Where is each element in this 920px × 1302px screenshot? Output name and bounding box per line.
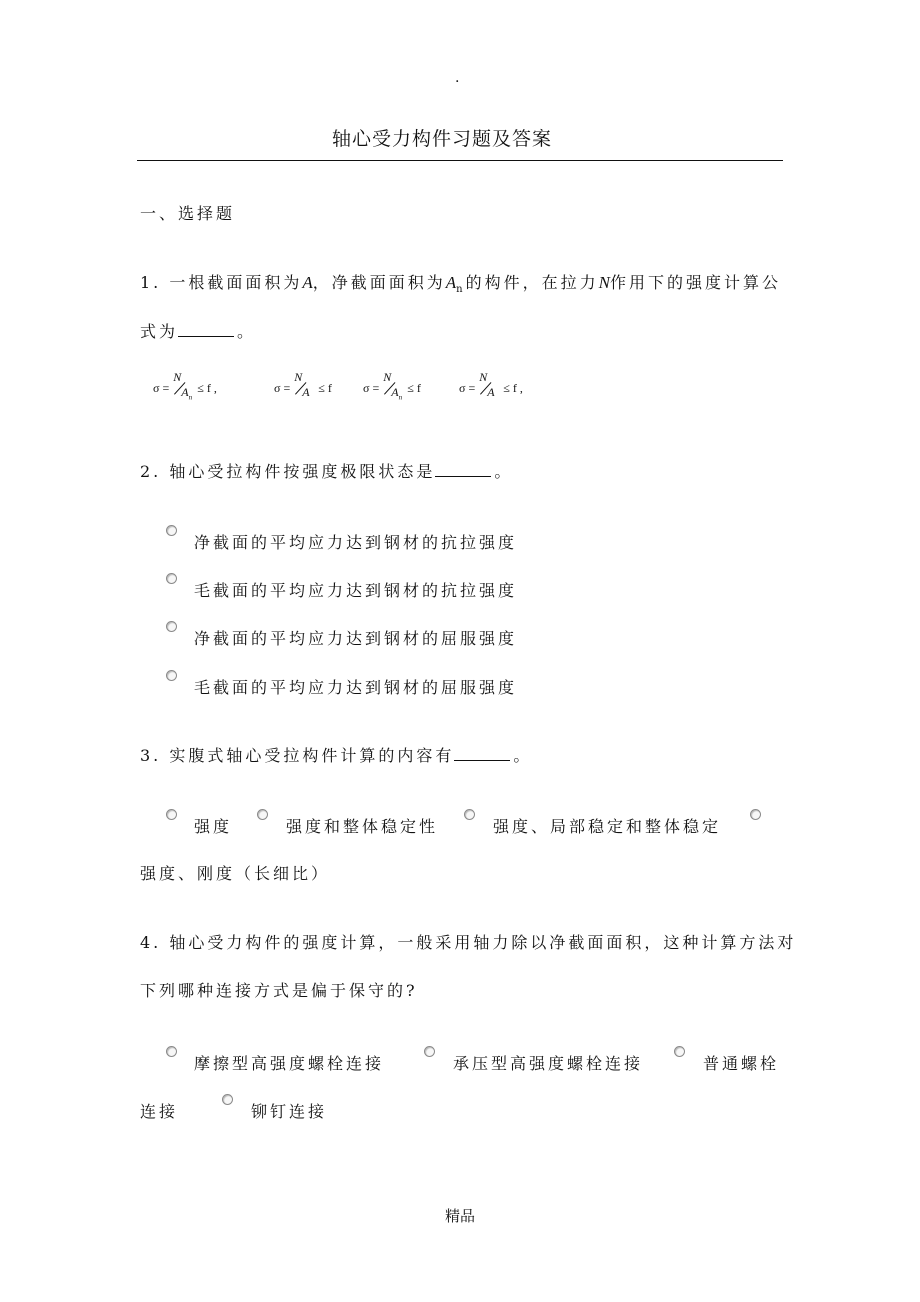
q1-var-an: A xyxy=(445,273,457,292)
q3-option-4-label: 强度、刚度（长细比） xyxy=(140,864,331,883)
q3-pre: 3. 实腹式轴心受拉构件计算的内容有 xyxy=(140,746,455,765)
header-dot: . xyxy=(455,70,460,86)
formula-d-rhs: ≤ f , xyxy=(503,380,523,395)
formula-a-den xyxy=(181,385,192,401)
q2-post: 。 xyxy=(494,462,514,481)
formula-c-lhs: σ = xyxy=(363,380,380,395)
answer-blank xyxy=(454,759,510,761)
q1-sub-n: n xyxy=(456,284,466,296)
page-title: 轴心受力构件习题及答案 xyxy=(331,128,552,150)
page-footer: 精品 xyxy=(444,1207,475,1225)
q1-line2-pre: 式为 xyxy=(140,322,179,341)
formula-a-fraction xyxy=(172,370,194,402)
formula-a-num: N xyxy=(173,370,182,384)
q3-option-1-label: 强度 xyxy=(194,817,233,836)
formula-b-lhs: σ = xyxy=(274,380,291,395)
formula-c-den xyxy=(391,385,402,401)
title-divider xyxy=(137,160,783,161)
q1-line2-post: 。 xyxy=(237,322,257,341)
radio-q3-option-2[interactable] xyxy=(257,809,268,820)
question-1-line-2 xyxy=(140,319,256,342)
q2-option-2-label: 毛截面的平均应力达到钢材的抗拉强度 xyxy=(194,581,518,600)
q2-option-1-label: 净截面的平均应力达到钢材的抗拉强度 xyxy=(194,533,518,552)
q3-option-3-label: 强度、局部稳定和整体稳定 xyxy=(493,817,722,836)
radio-q2-option-2[interactable] xyxy=(166,573,177,584)
radio-q4-option-2[interactable] xyxy=(424,1046,435,1057)
q1-var-a: A xyxy=(302,273,313,292)
formula-c-rhs: ≤ f xyxy=(407,380,421,395)
formula-b-den-var: A xyxy=(302,385,310,399)
answer-blank xyxy=(178,335,234,337)
formula-a xyxy=(153,370,217,402)
question-4-line-1: 4. 轴心受力构件的强度计算，一般采用轴力除以净截面面积，这种计算方法对 xyxy=(140,933,797,952)
formula-c xyxy=(363,370,421,402)
formula-b-den xyxy=(302,385,309,401)
question-1-line-1 xyxy=(140,270,781,295)
q4-option-1-label: 摩擦型高强度螺栓连接 xyxy=(194,1054,385,1073)
formula-d-lhs: σ = xyxy=(459,380,476,395)
formula-b xyxy=(274,370,332,400)
radio-q3-option-3[interactable] xyxy=(464,809,475,820)
formula-c-den-var: A xyxy=(391,385,399,399)
q4-option-3-label-cont: 连接 xyxy=(140,1102,179,1121)
radio-q3-option-4[interactable] xyxy=(750,809,761,820)
radio-q3-option-1[interactable] xyxy=(166,809,177,820)
q1-post: 作用下的强度计算公 xyxy=(609,273,781,292)
formula-a-den-sub: n xyxy=(188,393,193,402)
formula-a-lhs: σ = xyxy=(153,380,170,395)
formula-c-den-sub: n xyxy=(398,393,403,402)
formula-b-rhs: ≤ f xyxy=(318,380,332,395)
q3-post: 。 xyxy=(513,746,533,765)
formula-d-fraction xyxy=(478,370,500,400)
q2-pre: 2. 轴心受拉构件按强度极限状态是 xyxy=(140,462,436,481)
formula-d xyxy=(459,370,523,400)
q4-option-4-label: 铆钉连接 xyxy=(251,1102,328,1121)
formula-a-den-var: A xyxy=(181,385,189,399)
formula-d-den xyxy=(487,385,494,401)
question-2 xyxy=(140,459,513,482)
radio-q2-option-1[interactable] xyxy=(166,525,177,536)
formula-b-fraction xyxy=(293,370,315,400)
radio-q2-option-4[interactable] xyxy=(166,670,177,681)
radio-q4-option-1[interactable] xyxy=(166,1046,177,1057)
q2-option-3-label: 净截面的平均应力达到钢材的屈服强度 xyxy=(194,629,518,648)
question-4-line-2: 下列哪种连接方式是偏于保守的? xyxy=(140,981,418,1000)
q4-option-3-label: 普通螺栓 xyxy=(703,1054,780,1073)
formula-c-fraction xyxy=(382,370,404,402)
question-3 xyxy=(140,743,532,766)
answer-blank xyxy=(435,475,491,477)
q3-option-2-label: 强度和整体稳定性 xyxy=(286,817,439,836)
q1-var-n: N xyxy=(598,273,610,292)
formula-c-num: N xyxy=(383,370,392,384)
q4-option-2-label: 承压型高强度螺栓连接 xyxy=(453,1054,644,1073)
q2-option-4-label: 毛截面的平均应力达到钢材的屈服强度 xyxy=(194,678,518,697)
section-heading: 一、选择题 xyxy=(140,204,236,223)
radio-q4-option-3[interactable] xyxy=(674,1046,685,1057)
q1-pre: 1. 一根截面面积为 xyxy=(140,273,303,292)
formula-d-den-var: A xyxy=(487,385,495,399)
radio-q2-option-3[interactable] xyxy=(166,621,177,632)
q1-mid1: ，净截面面积为 xyxy=(312,273,446,292)
formula-d-num: N xyxy=(479,370,488,384)
formula-b-num: N xyxy=(294,370,303,384)
formula-a-rhs: ≤ f , xyxy=(197,380,217,395)
q1-mid2: 的构件，在拉力 xyxy=(465,273,599,292)
radio-q4-option-4[interactable] xyxy=(222,1094,233,1105)
